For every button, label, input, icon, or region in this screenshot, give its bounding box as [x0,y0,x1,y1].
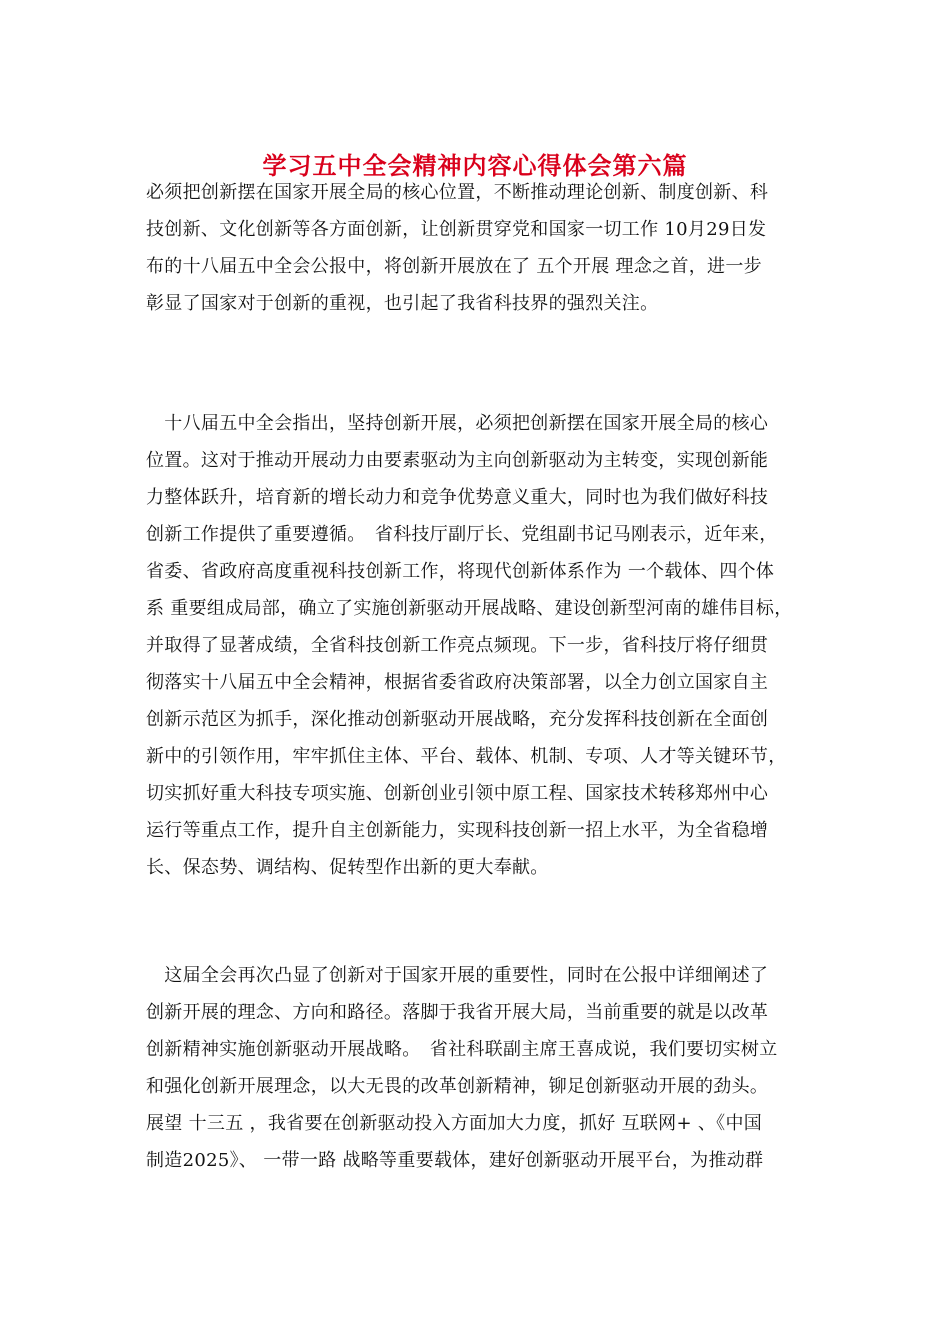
text-line: 切实抓好重大科技专项实施、创新创业引领中原工程、国家技术转移郑州中心 [146,783,769,804]
paragraph-2 [146,405,816,886]
text-line: 必须把创新摆在国家开展全局的核心位置，不断推动理论创新、制度创新、科 [146,182,769,203]
document-title: 学习五中全会精神内容心得体会第六篇 [262,151,688,180]
text-line: 创新精神实施创新驱动开展战略。 省社科联副主席王喜成说，我们要切实树立 [146,1039,778,1060]
text-line: 长、保态势、调结构、促转型作出新的更大奉献。 [146,857,549,878]
text-line: 和强化创新开展理念，以大无畏的改革创新精神，铆足创新驱动开展的劲头。 [146,1076,769,1097]
text-line: 位置。这对于推动开展动力由要素驱动为主向创新驱动为主转变，实现创新能 [146,450,769,471]
text-line: 力整体跃升，培育新的增长动力和竞争优势意义重大，同时也为我们做好科技 [146,487,769,508]
paragraph-1 [146,174,816,322]
text-line: 十八届五中全会指出，坚持创新开展，必须把创新摆在国家开展全局的核心 [146,413,769,434]
text-line: 展望 十三五 ，我省要在创新驱动投入方面加大力度，抓好 互联网+ 、《中国 [146,1113,763,1134]
text-line: 运行等重点工作，提升自主创新能力，实现科技创新一招上水平，为全省稳增 [146,820,769,841]
text-line: 创新工作提供了重要遵循。 省科技厅副厅长、党组副书记马刚表示，近年来， [146,524,778,545]
text-line: 新中的引领作用，牢牢抓住主体、平台、载体、机制、专项、人才等关键环节， [146,746,787,767]
paragraph-3 [146,957,816,1179]
text-line: 系 重要组成局部，确立了实施创新驱动开展战略、建设创新型河南的雄伟目标， [146,598,793,619]
text-line: 并取得了显著成绩，全省科技创新工作亮点频现。下一步，省科技厅将仔细贯 [146,635,769,656]
text-line: 省委、省政府高度重视科技创新工作，将现代创新体系作为 一个载体、四个体 [146,561,775,582]
text-line: 彻落实十八届五中全会精神，根据省委省政府决策部署，以全力创立国家自主 [146,672,769,693]
text-line: 制造2025》、 一带一路 战略等重要载体，建好创新驱动开展平台，为推动群 [146,1150,764,1171]
text-line: 这届全会再次凸显了创新对于国家开展的重要性，同时在公报中详细阐述了 [146,965,769,986]
text-line: 技创新、文化创新等各方面创新，让创新贯穿党和国家一切工作 10月29日发 [146,219,767,240]
text-line: 创新开展的理念、方向和路径。落脚于我省开展大局，当前重要的就是以改革 [146,1002,769,1023]
text-line: 彰显了国家对于创新的重视，也引起了我省科技界的强烈关注。 [146,293,659,314]
text-line: 布的十八届五中全会公报中，将创新开展放在了 五个开展 理念之首，进一步 [146,256,762,277]
text-line: 创新示范区为抓手，深化推动创新驱动开展战略，充分发挥科技创新在全面创 [146,709,769,730]
